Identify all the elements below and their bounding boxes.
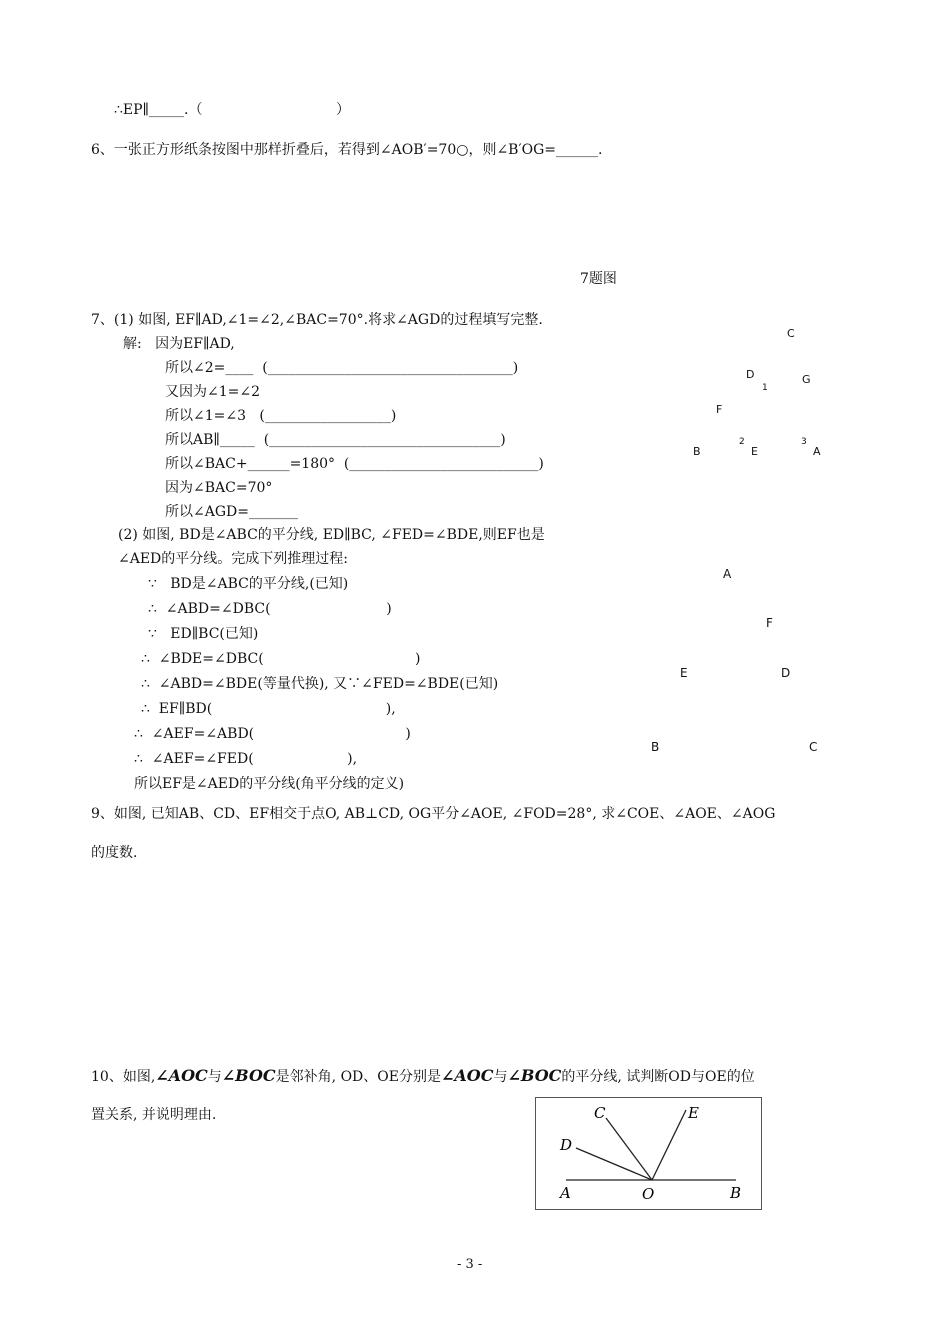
fig10-label-a: A <box>560 1184 571 1202</box>
reasoning-line-9: 所以EF是∠AED的平分线(角平分线的定义) <box>134 776 405 792</box>
solution-line-6: 所以∠BAC+______=180° (___________________________) <box>165 456 544 472</box>
figure-10 <box>535 1097 762 1210</box>
solution-line-8: 所以∠AGD=_______ <box>165 504 298 520</box>
fig7-label-3: 3 <box>801 437 807 447</box>
reasoning-line-1: ∵ BD是∠ABC的平分线,(已知) <box>148 576 349 592</box>
fig72-label-c: C <box>809 740 818 754</box>
figure-7-caption: 7题图 <box>580 271 617 287</box>
q10-angle-aoc: ∠AOC <box>155 1066 208 1085</box>
page-number: - 3 - <box>457 1257 483 1272</box>
solution-line-3: 又因为∠1=∠2 <box>165 384 261 400</box>
fig72-label-b: B <box>651 740 660 754</box>
question-9-line-1: 9、如图, 已知AB、CD、EF相交于点O, AB⊥CD, OG平分∠AOE, ∠FOD=28°, 求∠COE、∠AOE、∠AOG <box>91 806 776 822</box>
question-7-part-1: 7、(1) 如图, EF∥AD,∠1=∠2,∠BAC=70°.将求∠AGD的过程填写完整. <box>91 312 543 328</box>
q10-suffix: 的平分线, 试判断OD与OE的位 <box>561 1069 755 1085</box>
question-7-part-2-line-2: ∠AED的平分线。完成下列推理过程: <box>118 551 349 567</box>
reasoning-line-3: ∵ ED∥BC(已知) <box>148 626 259 642</box>
fig7-label-g: G <box>802 373 811 386</box>
fig7-label-a: A <box>813 445 821 458</box>
question-7-part-2-line-1: (2) 如图, BD是∠ABC的平分线, ED∥BC, ∠FED=∠BDE,则EF也是 <box>118 527 545 543</box>
fig10-label-b: B <box>730 1184 742 1202</box>
fig10-label-c: C <box>594 1104 606 1122</box>
fig72-label-e: E <box>680 666 688 680</box>
q10-angle-aoc-2: ∠AOC <box>440 1066 494 1085</box>
reasoning-line-4: ∴ ∠BDE=∠DBC( ) <box>141 651 421 667</box>
fig7-label-d: D <box>746 368 755 381</box>
q10-and-1: 与 <box>207 1069 222 1085</box>
q10-prefix: 10、如图, <box>91 1069 156 1085</box>
reasoning-line-6: ∴ EF∥BD( ), <box>141 701 396 717</box>
solution-line-2: 所以∠2=____ (___________________________________) <box>165 360 519 376</box>
fig7-label-f: F <box>716 403 723 416</box>
figure-10-diagram <box>536 1098 763 1211</box>
reasoning-line-8: ∴ ∠AEF=∠FED( ), <box>134 751 358 767</box>
ray-oe <box>652 1110 686 1180</box>
fig10-label-e: E <box>688 1104 699 1122</box>
question-10-line-1 <box>91 1067 755 1086</box>
reasoning-line-2: ∴ ∠ABD=∠DBC( ) <box>148 601 392 617</box>
q10-angle-boc-2: ∠BOC <box>507 1066 562 1085</box>
reasoning-line-7: ∴ ∠AEF=∠ABD( ) <box>134 726 411 742</box>
q10-and-2: 与 <box>493 1069 508 1085</box>
solution-line-4: 所以∠1=∠3 (__________________) <box>165 408 397 424</box>
fig10-label-o: O <box>642 1185 655 1203</box>
fig10-label-d: D <box>560 1136 573 1154</box>
fig7-label-b: B <box>693 445 701 458</box>
fig7-label-e: E <box>751 445 758 458</box>
solution-line-5: 所以AB∥_____ (_________________________________) <box>165 432 506 448</box>
question-6: 6、一张正方形纸条按图中那样折叠后，若得到∠AOB′=70○，则∠B′OG=______. <box>91 142 603 158</box>
fig7-label-1: 1 <box>762 383 768 393</box>
solution-line-1: 解: 因为EF∥AD, <box>123 336 235 352</box>
question-10-line-2: 置关系, 并说明理由. <box>91 1107 217 1123</box>
fig7-label-c: C <box>787 327 795 340</box>
fig72-label-d: D <box>781 666 791 680</box>
q10-mid-text: 是邻补角, OD、OE分别是 <box>275 1069 441 1085</box>
q10-angle-boc: ∠BOC <box>221 1066 276 1085</box>
question-9-line-2: 的度数. <box>91 845 138 861</box>
fig72-label-a: A <box>723 567 732 581</box>
answer-line-ep: ∴EP∥_____.（ ） <box>114 102 350 118</box>
solution-line-7: 因为∠BAC=70° <box>165 480 273 496</box>
fig7-label-2: 2 <box>739 437 745 447</box>
reasoning-line-5: ∴ ∠ABD=∠BDE(等量代换), 又∵∠FED=∠BDE(已知) <box>141 676 499 692</box>
fig72-label-f: F <box>766 616 773 630</box>
